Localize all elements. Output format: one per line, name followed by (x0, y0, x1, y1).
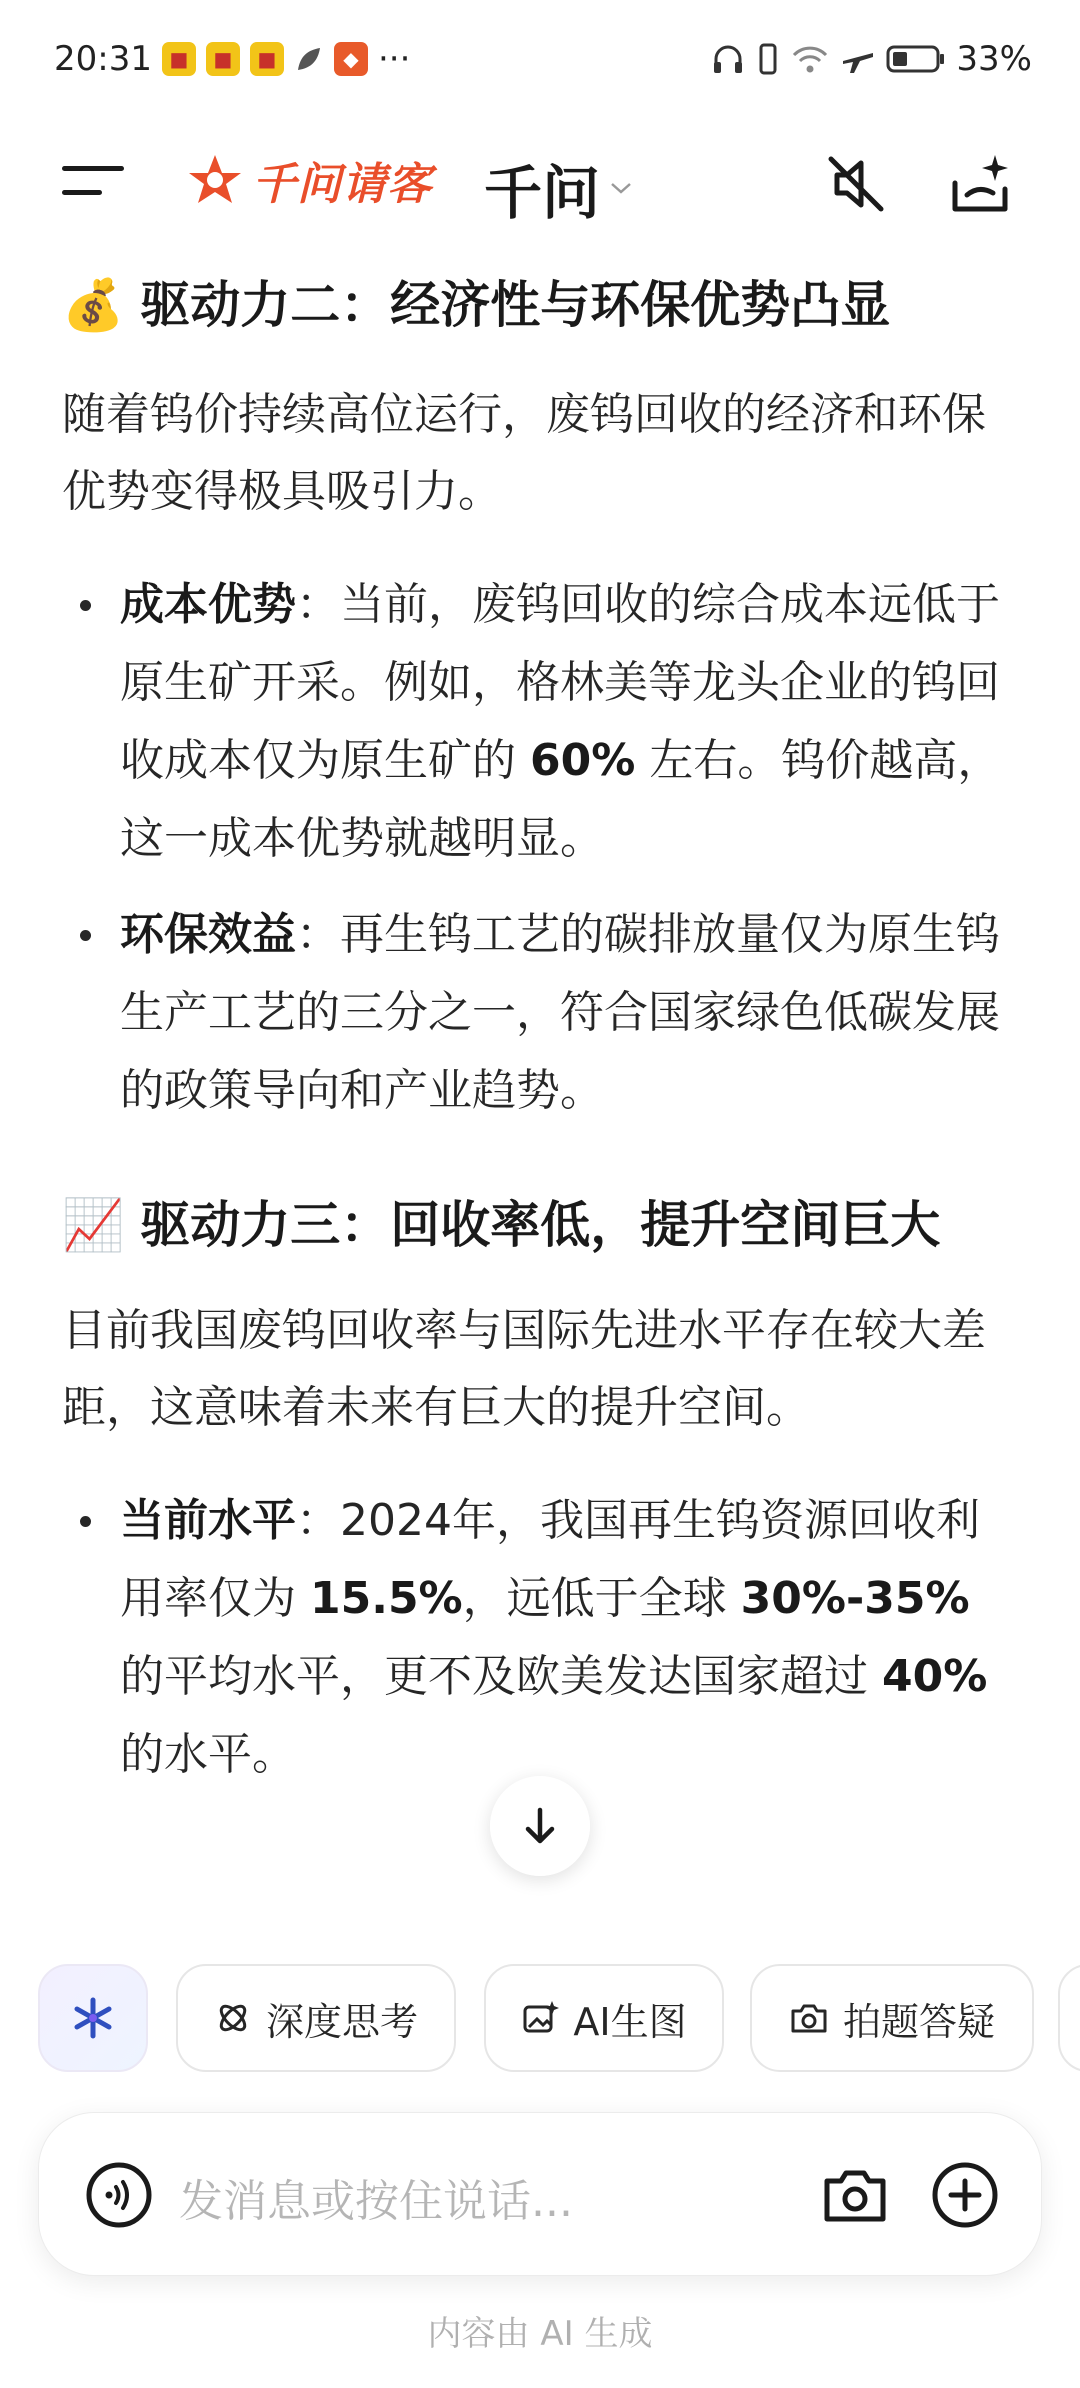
notification-app-icon: ■ (162, 42, 196, 76)
bullet-text: ：当前，废钨回收的综合成本远低于原生矿开采。例如，格林美等龙头企业的钨回收成本仅为原生矿的 (120, 579, 1000, 786)
status-bar (0, 0, 1080, 118)
bullet-number: 60% (530, 735, 636, 786)
bullet-text: ：2024年，我国再生钨资源回收利用率仅为 (120, 1495, 980, 1624)
model-switcher[interactable] (484, 146, 632, 230)
notification-app-icon: ◆ (334, 42, 368, 76)
add-attachment-button[interactable] (929, 2159, 1001, 2231)
asterisk-logo-icon (70, 1995, 116, 2041)
message-content (62, 270, 1022, 1794)
bullet-number: 40% (882, 1651, 988, 1702)
bullet-item (62, 1482, 1022, 1794)
bullet-item (62, 896, 1022, 1130)
status-right (710, 39, 1032, 79)
money-bag-icon: 💰 (62, 276, 125, 334)
voice-wave-icon (83, 2159, 155, 2231)
vibrate-icon (756, 41, 780, 77)
status-left (54, 39, 410, 79)
model-name: 千问 (484, 159, 601, 227)
app-header (0, 118, 1080, 248)
notification-app-icon: ■ (250, 42, 284, 76)
battery-icon (886, 43, 946, 75)
wifi-icon (790, 41, 830, 77)
bullet-text: 左右。钨价越高，这一成本优势就越明显。 (120, 735, 1002, 864)
bullet-label: 成本优势 (120, 579, 296, 630)
bullet-list (62, 1482, 1022, 1794)
bullet-text: ：再生钨工艺的碳排放量仅为原生钨生产工艺的三分之一，符合国家绿色低碳发展的政策导向和产业趋势。 (120, 909, 1000, 1116)
voice-input-button[interactable] (83, 2159, 155, 2231)
chip-label: 深度思考 (265, 1999, 418, 2044)
battery-percent: 33% (956, 39, 1032, 79)
deep-think-chip[interactable] (176, 1964, 456, 2072)
section-title: 驱动力三：回收率低，提升空间巨大 (140, 1196, 941, 1254)
bullet-number: 15.5% (310, 1573, 463, 1624)
menu-button[interactable] (62, 158, 126, 208)
section-heading (62, 1190, 1022, 1260)
new-chat-sparkle-icon (945, 149, 1015, 219)
message-input-bar (38, 2112, 1042, 2276)
chart-increasing-icon: 📈 (62, 1196, 125, 1254)
camera-icon (819, 2159, 891, 2231)
photo-question-icon (789, 1999, 829, 2037)
chip-label: 拍题答疑 (842, 1999, 995, 2044)
new-chat-button[interactable] (944, 148, 1016, 220)
message-input[interactable]: 发消息或按住说话... (179, 2176, 573, 2227)
status-more: ··· (377, 39, 411, 79)
ai-image-icon (521, 1999, 559, 2037)
bullet-text: 的平均水平，更不及欧美发达国家超过 (120, 1651, 882, 1702)
bullet-text: 的水平。 (120, 1729, 296, 1780)
arrow-down-icon (518, 1804, 562, 1848)
chevron-down-icon (610, 181, 632, 195)
more-chip[interactable] (1058, 1964, 1080, 2072)
headphones-icon (710, 41, 746, 77)
bullet-number: 30%-35% (740, 1573, 970, 1624)
bullet-list (62, 566, 1022, 1130)
bullet-label: 当前水平 (120, 1495, 296, 1546)
ai-image-chip[interactable] (484, 1964, 724, 2072)
camera-button[interactable] (819, 2159, 891, 2231)
section-heading (62, 270, 1022, 340)
agent-chip[interactable] (38, 1964, 148, 2072)
section-intro: 目前我国废钨回收率与国际先进水平存在较大差距，这意味着未来有巨大的提升空间。 (62, 1305, 986, 1433)
photo-question-chip[interactable] (750, 1964, 1034, 2072)
notification-app-icon: ■ (206, 42, 240, 76)
feature-chips (0, 1964, 1080, 2076)
section-title: 驱动力二：经济性与环保优势凸显 (140, 276, 891, 334)
deep-think-icon (214, 1999, 252, 2037)
speaker-muted-icon (823, 151, 889, 217)
chip-label: AI生图 (573, 1999, 687, 2044)
bullet-label: 环保效益 (120, 909, 296, 960)
brand-star-icon (186, 151, 244, 209)
airplane-mode-icon (840, 41, 876, 77)
notification-leaf-icon (294, 44, 324, 74)
section-intro: 随着钨价持续高位运行，废钨回收的经济和环保优势变得极具吸引力。 (62, 389, 986, 517)
menu-icon (62, 190, 102, 195)
bullet-item (62, 566, 1022, 878)
plus-circle-icon (929, 2159, 1001, 2231)
mute-button[interactable] (820, 148, 892, 220)
brand-logo[interactable] (186, 148, 432, 212)
brand-name: 千问请客 (252, 159, 432, 210)
menu-icon (62, 166, 124, 171)
ai-disclaimer: 内容由 AI 生成 (427, 2314, 653, 2354)
status-time: 20:31 (54, 39, 152, 79)
scroll-to-bottom-button[interactable] (490, 1776, 590, 1876)
bullet-text: ，远低于全球 (462, 1573, 741, 1624)
